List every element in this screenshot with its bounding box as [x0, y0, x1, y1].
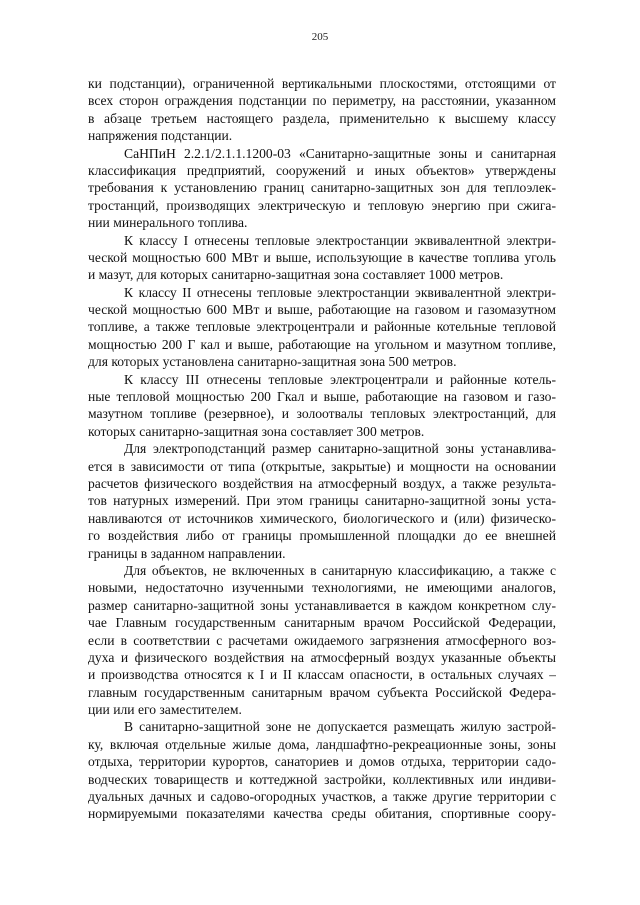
text-line: ку, включая отдельные жилые дома, ландшафтно-рекреационные зоны, зоны: [88, 736, 556, 752]
text-line: тростанций, производящих электрическую и тепловую энергию при сжига-: [88, 197, 556, 213]
text-line: ции или его заместителем.: [88, 702, 242, 718]
text-line: навливаются от источников химического, биологического и (или) физическо-: [88, 510, 556, 526]
text-line: Для электроподстанций размер санитарно-защитной зоны устанавлива-: [124, 441, 556, 457]
text-line: ческой мощностью 600 МВт и выше, работающие на газовом и газомазутном: [88, 302, 556, 318]
text-line: ется в зависимости от типа (открытые, закрытые) и мощности на основании: [88, 458, 556, 474]
text-line: мазутном топливе (резервное), и золоотвалы тепловых электростанций, для: [88, 406, 556, 422]
page-number: 205: [311, 31, 329, 43]
text-line: Для объектов, не включенных в санитарную классификацию, а также с: [124, 562, 556, 578]
text-line: напряжения подстанции.: [88, 128, 233, 144]
text-line: тов натурных измерений. При этом границы санитарно-защитной зоны уста-: [88, 493, 556, 509]
text-line: в абзаце третьем настоящего раздела, применительно к высшему классу: [88, 110, 556, 126]
text-line: всех сторон ограждения подстанции по периметру, на расстоянии, указанном: [88, 93, 556, 109]
text-line: новыми, недостаточно изученными технологиями, не имеющими аналогов,: [88, 580, 556, 596]
text-line: К классу I отнесены тепловые электростанции эквивалентной электри-: [124, 232, 556, 248]
text-line: и производства относятся к I и II классам опасности, в остальных случаях –: [88, 667, 556, 683]
text-line: ческой мощностью 600 МВт и выше, использующие в качестве топлива уголь: [88, 249, 556, 265]
text-line: ки подстанции), ограниченной вертикальными плоскостями, отстоящими от: [88, 76, 556, 91]
text-line: духа и физического воздействия на атмосферный воздух указанные объекты: [88, 649, 556, 665]
text-line: чае Главным государственным санитарным врачом Российской Федерации,: [88, 615, 556, 631]
text-line: главным государственным санитарным врачом субъекта Российской Федера-: [88, 684, 556, 700]
text-line: К классу II отнесены тепловые электростанции эквивалентной электри-: [124, 284, 556, 300]
text-line: дуальных дачных и садово-огородных участков, а также другие территории с: [88, 789, 556, 805]
text-line: К классу III отнесены тепловые электроцентрали и районные котель-: [124, 371, 556, 387]
text-line: ные тепловой мощностью 200 Гкал и выше, работающие на газовом и газо-: [88, 389, 556, 405]
text-line: границы в заданном направлении.: [88, 545, 286, 561]
text-line: нии минерального топлива.: [88, 215, 248, 231]
text-line: и мазут, для которых санитарно-защитная зона составляет 1000 метров.: [88, 267, 504, 283]
text-line: отдыха, территории курортов, санаториев и домов отдыха, территории садо-: [88, 754, 556, 770]
text-line: топливе, а также тепловые электроцентрали и районные котельные тепловой: [88, 319, 556, 335]
text-line: которых санитарно-защитная зона составляет 300 метров.: [88, 423, 425, 439]
text-line: расчетов физического воздействия на атмосферный воздух, а также результа-: [88, 475, 556, 491]
body-text: [88, 75, 556, 823]
text-line: размер санитарно-защитной зоны устанавливается в каждом конкретном слу-: [88, 597, 556, 613]
text-line: го воздействия либо от границы промышленной площадки до ее внешней: [88, 528, 556, 544]
text-line: классификация предприятий, сооружений и иных объектов» утверждены: [88, 162, 556, 178]
text-line: В санитарно-защитной зоне не допускается размещать жилую застрой-: [124, 719, 556, 735]
text-line: нормируемыми показателями качества среды обитания, спортивные соору-: [88, 806, 556, 822]
text-line: СаНПиН 2.2.1/2.1.1.1200-03 «Санитарно-защитные зоны и санитарная: [124, 145, 556, 161]
text-line: мощностью 200 Г кал и выше, работающие на угольном и мазутном топливе,: [88, 336, 556, 352]
text-line: водческих товариществ и коттеджной застройки, коллективных или индиви-: [88, 771, 556, 787]
text-line: если в соответствии с расчетами ожидаемого загрязнения атмосферного воз-: [88, 632, 556, 648]
text-line: для которых установлена санитарно-защитная зона 500 метров.: [88, 354, 457, 370]
text-line: требования к установлению границ санитарно-защитных зон для теплоэлек-: [88, 180, 556, 196]
